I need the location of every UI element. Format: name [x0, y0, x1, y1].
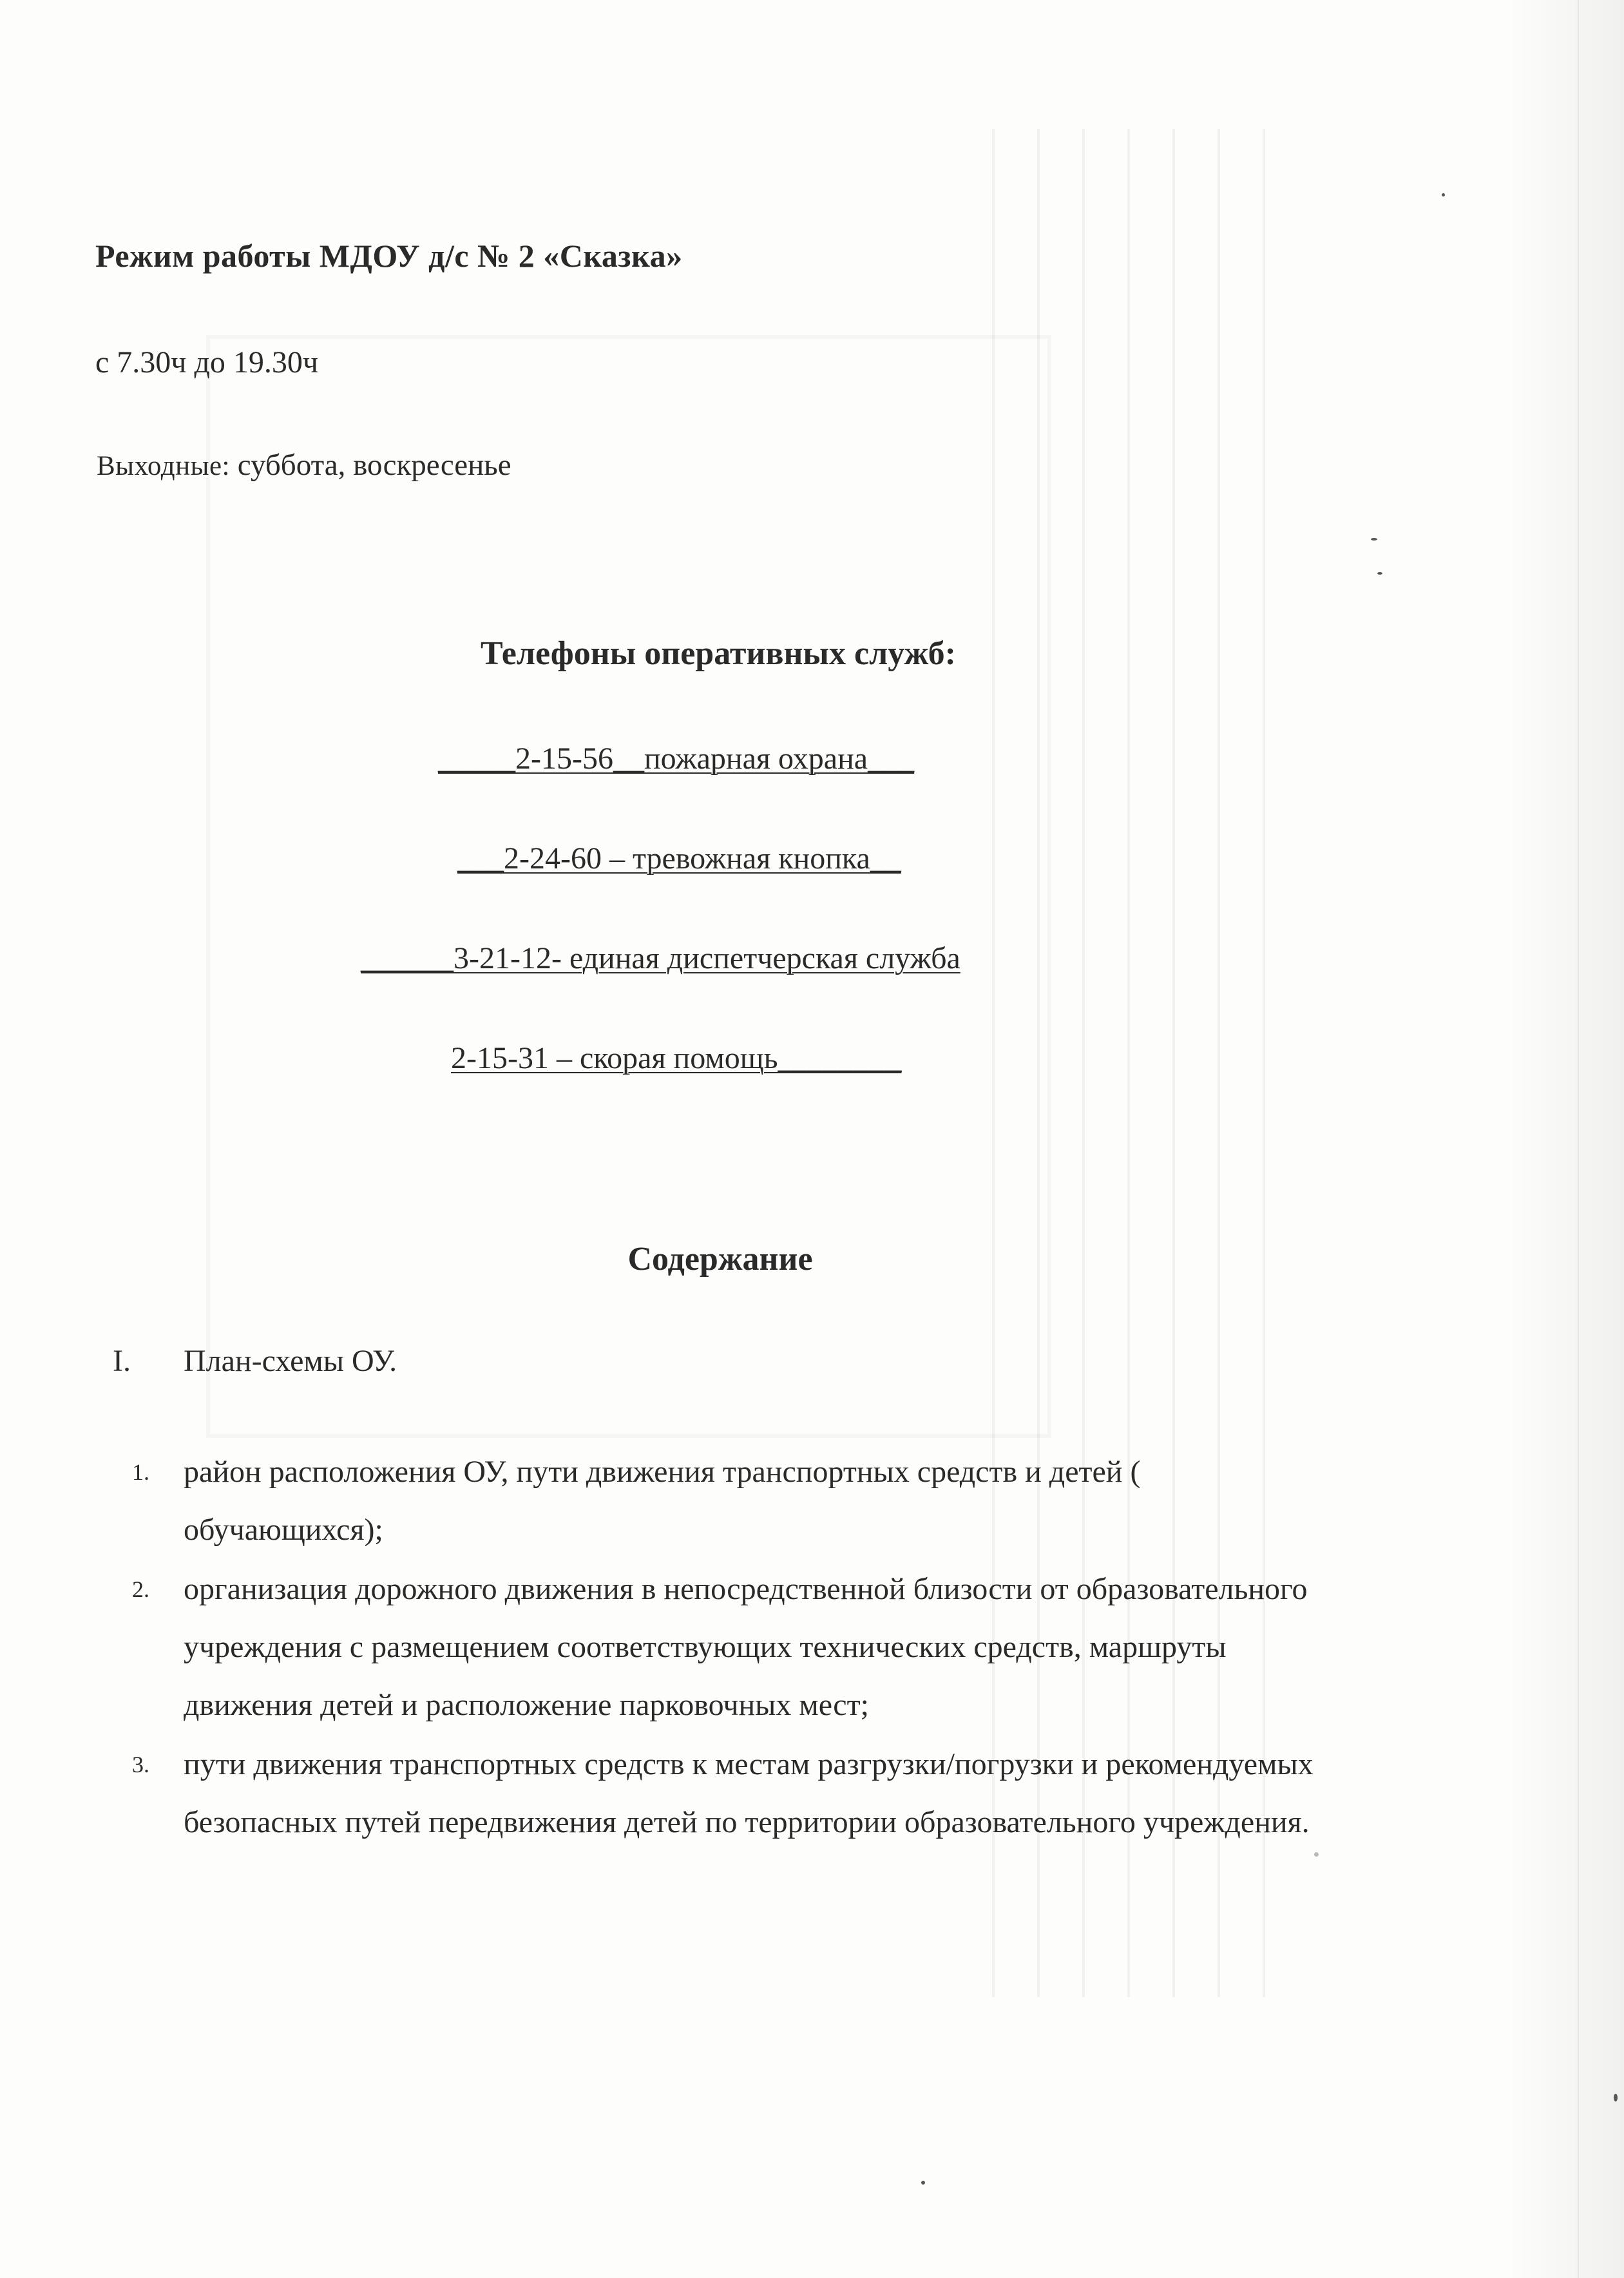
scan-speck: [1314, 1852, 1319, 1857]
days-off-value: суббота, воскресенье: [230, 448, 511, 482]
scan-speck: [1442, 193, 1445, 196]
list-item-text: пути движения транспортных средств к местам разгрузки/погрузки и рекомендуемых безопасных путей передвижения детей по территории образовательного учреждения.: [184, 1747, 1314, 1839]
emergency-phones-title: Телефоны оперативных служб:: [481, 635, 956, 672]
phone-fire-department: _____2-15-56__пожарная охрана___: [438, 742, 915, 776]
list-item: [132, 1443, 1330, 1559]
scan-speck: [1371, 538, 1377, 541]
list-item-text: район расположения ОУ, пути движения транспортных средств и детей ( обучающихся);: [184, 1455, 1141, 1547]
list-item: [132, 1560, 1330, 1734]
list-item-number: 3.: [132, 1752, 149, 1777]
section-title: План-схемы ОУ.: [184, 1344, 397, 1378]
work-hours: с 7.30ч до 19.30ч: [95, 345, 319, 379]
contents-title: Содержание: [627, 1241, 813, 1278]
page-edge-line: [1578, 0, 1579, 2278]
scan-speck: [921, 2181, 925, 2185]
list-item-text: организация дорожного движения в непосредственной близости от образовательного учреждения с размещением соответствующих технических средств, маршруты движения детей и расположение парковочных мест;: [184, 1572, 1308, 1722]
days-off: [97, 448, 511, 483]
phone-alarm-button: ___2-24-60 – тревожная кнопка__: [457, 841, 901, 876]
scan-speck: [1377, 572, 1382, 575]
section-number: I.: [113, 1344, 131, 1378]
list-item-number: 1.: [132, 1459, 149, 1485]
list-item: [132, 1736, 1330, 1852]
contents-list: [132, 1443, 1330, 1853]
work-schedule-title: Режим работы МДОУ д/с № 2 «Сказка»: [95, 238, 683, 274]
contents-section: [113, 1343, 397, 1379]
scan-speck: [1614, 2094, 1618, 2101]
page-edge-shadow: [1508, 0, 1624, 2278]
list-item-number: 2.: [132, 1576, 149, 1602]
phone-ambulance: 2-15-31 – скорая помощь________: [451, 1041, 902, 1075]
days-off-label: Выходные:: [97, 451, 231, 481]
phone-dispatch-service: ______3-21-12- единая диспетчерская служба: [361, 941, 960, 975]
